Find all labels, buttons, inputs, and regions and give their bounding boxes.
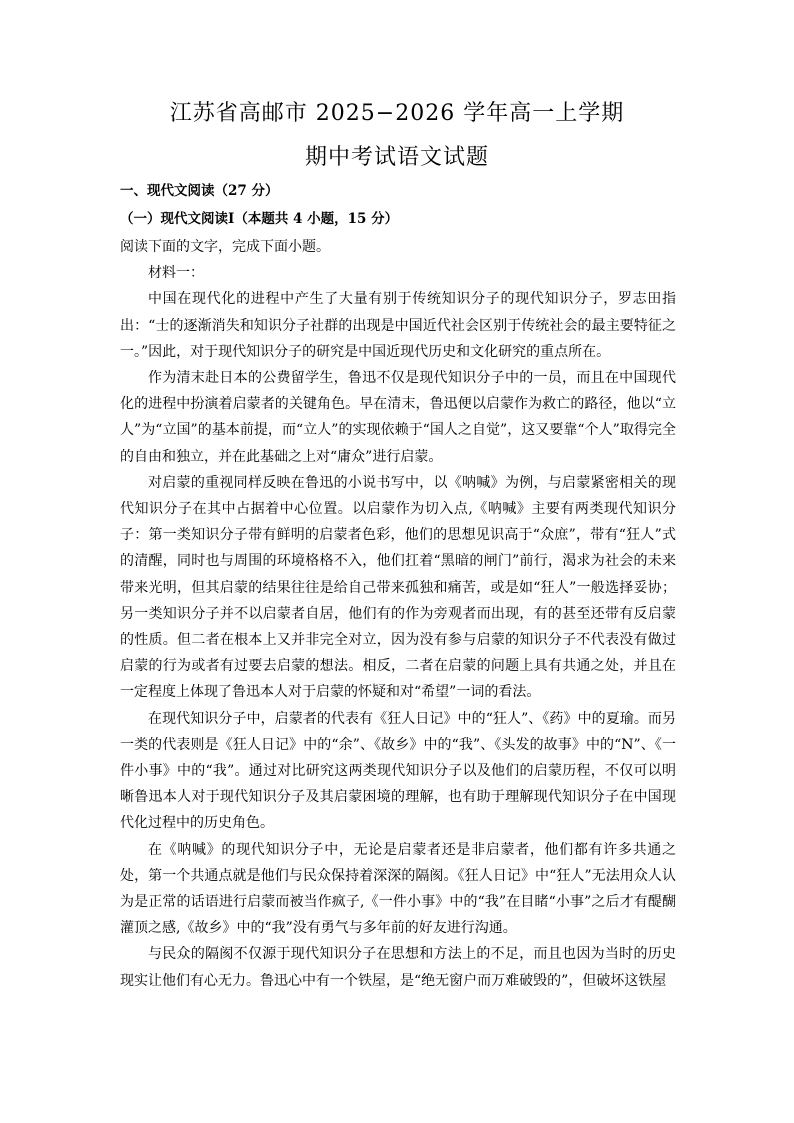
paragraph: 在现代知识分子中，启蒙者的代表有《狂人日记》中的“狂人”、《药》中的夏瑜。而另一类的代表则是《狂人日记》中的“余”、《故乡》中的“我”、《头发的故事》中的“N”、《一件小事》中的“我”。通过对比研究这两类现代知识分子以及他们的启蒙历程，不仅可以明晰鲁迅本人对于现代知识分子及其启蒙困境的理解，也有助于理解现代知识分子在中国现代化过程中的历史角色。 (120, 710, 676, 832)
paragraph: 与民众的隔阂不仅源于现代知识分子在思想和方法上的不足，而且也因为当时的历史现实让他们有心无力。鲁迅心中有一个铁屋，是“绝无窗户而万难破毁的”，但破坏这铁屋 (120, 946, 676, 989)
document-title: 江苏省高邮市 2025−2026 学年高一上学期 (169, 101, 625, 126)
reading-passage (120, 234, 676, 994)
instruction-text: 阅读下面的文字，完成下面小题。 (120, 239, 330, 255)
paragraph: 作为清末赴日本的公费留学生，鲁迅不仅是现代知识分子中的一员，而且在中国现代化的进程中扮演着启蒙者的关键角色。早在清末，鲁迅便以启蒙作为救亡的路径，他以“立人”为“立国”的基本前提，而“立人”的实现依赖于“国人之自觉”，这又要靠“个人”取得完全的自由和独立，并在此基础之上对“庸众”进行启蒙。 (120, 370, 676, 465)
material-label: 材料一： (148, 265, 204, 282)
paragraph: 在《呐喊》的现代知识分子中，无论是启蒙者还是非启蒙者，他们都有许多共通之处，第一个共通点就是他们与民众保持着深深的隔阂。《狂人日记》中“狂人”无法用众人认为是正常的话语进行启蒙而被当作疯子,《一件小事》中的“我”在目睹“小事”之后才有醍醐灌顶之感,《故乡》中的“我”没有勇气与多年前的好友进行沟通。 (120, 841, 676, 937)
subsection-heading: （一）现代文阅读Ⅰ（本题共 4 小题，15 分） (120, 211, 399, 227)
document-subtitle: 期中考试语文试题 (304, 145, 489, 170)
section-heading: 一、现代文阅读（27 分） (120, 183, 279, 199)
paragraph: 对启蒙的重视同样反映在鲁迅的小说书写中，以《呐喊》为例，与启蒙紧密相关的现代知识分子在其中占据着中心位置。以启蒙作为切入点,《呐喊》主要有两类现代知识分子：第一类知识分子带有鲜明的启蒙者色彩，他们的思想见识高于“众庶”，带有“狂人”式的清醒，同时也与周围的环境格格不入，他们扛着“黑暗的闸门”前行，渴求为社会的未来带来光明，但其启蒙的结果往往是给自己带来孤独和痛苦，或是如“狂人”一般选择妥协；另一类知识分子并不以启蒙者自居，他们有的作为旁观者而出现，有的甚至还带有反启蒙的性质。但二者在根本上又并非完全对立，因为没有参与启蒙的知识分子不代表没有做过启蒙的行为或者有过要去启蒙的想法。相反，二者在启蒙的问题上具有共通之处，并且在一定程度上体现了鲁迅本人对于启蒙的怀疑和对“希望”一词的看法。 (120, 474, 676, 701)
paragraph: 中国在现代化的进程中产生了大量有别于传统知识分子的现代知识分子，罗志田指出：“士的逐渐消失和知识分子社群的出现是中国近代社会区别于传统社会的最主要特征之一。”因此，对于现代知识分子的研究是中国近现代历史和文化研究的重点所在。 (120, 291, 676, 360)
